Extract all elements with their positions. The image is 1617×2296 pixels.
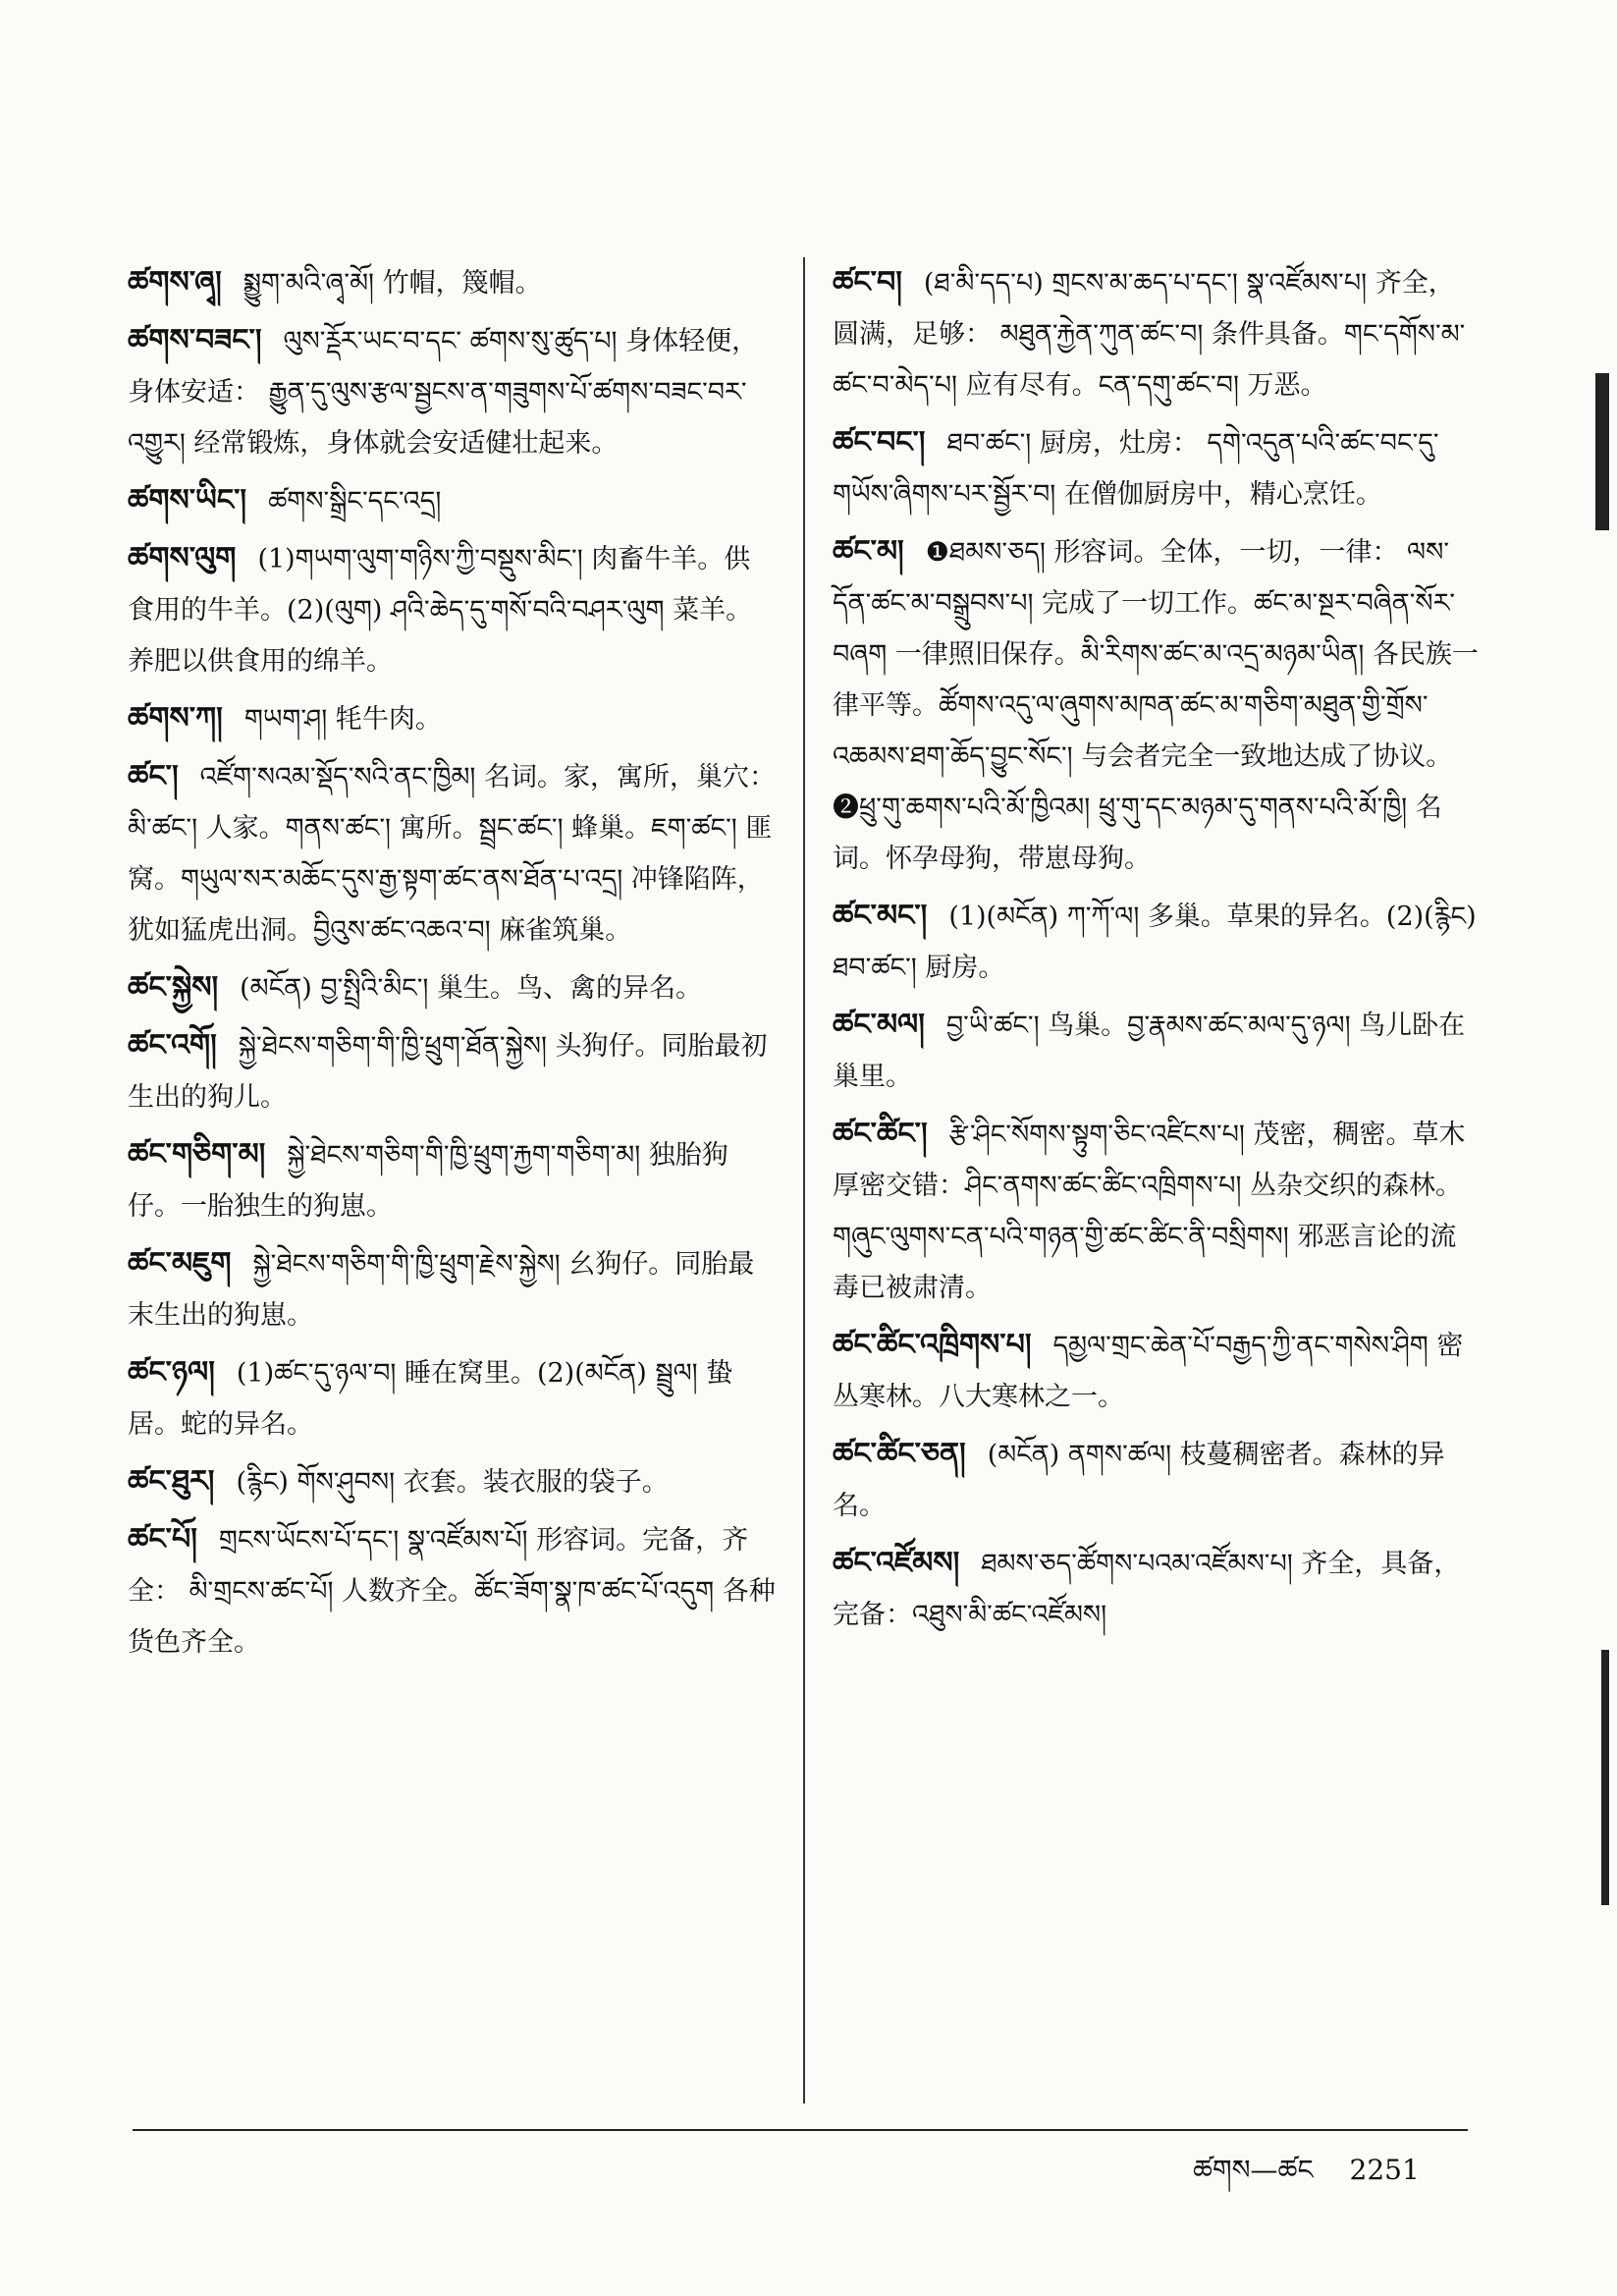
dictionary-entry bbox=[833, 891, 1481, 994]
headword: ཚང་ཐུར། bbox=[128, 1464, 215, 1499]
headword: ཚང་འཛོམས། bbox=[833, 1546, 960, 1580]
footer-rule bbox=[133, 2129, 1468, 2131]
headword: ཚང་སྐྱེས། bbox=[128, 970, 219, 1005]
definition: སྐྱེ་ཐེངས་གཅིག་གི་ཁྱི་ཕྲུག་རྗེས་སྐྱེས། 幺狗仔。同胎最末生出的狗崽。 bbox=[128, 1249, 755, 1331]
headword: ཚང་ཉལ། bbox=[128, 1355, 215, 1390]
definition: ལུས་ཪྡོར་ཡང་བ་དང་ ཚགས་སུ་ཚུད་པ། 身体轻便，身体安适： རྒྱུན་དུ་ལུས་རྩལ་སྦྱངས་ན་གཟུགས་པོ་ཚགས་བཟང་བར་འགྱུར། 经常锻炼，身体就会安适健壮起来。 bbox=[128, 326, 759, 459]
headword: ཚང་བང་། bbox=[833, 425, 926, 460]
dictionary-entry bbox=[128, 315, 776, 469]
definition: རྩི་ཤིང་སོགས་སྟུག་ཅིང་འཛིངས་པ། 茂密，稠密。草木厚密交错：ཤིང་ནགས་ཚང་ཚིང་འཁྲིགས་པ། 丛杂交织的森林。གཞུང་ལུགས་ངན་པའི་གཉན་གྱི་ཚང་ཚིང་ནི་བསྲིགས། 邪恶言论的流毒已被肃清。 bbox=[833, 1120, 1466, 1303]
definition: (1)གཡག་ལུག་གཉིས་ཀྱི་བསྡུས་མིང་། 肉畜牛羊。供食用的牛羊。(2)(ལུག) ཤའི་ཆེད་དུ་གསོ་བའི་བཤར་ལུག 菜羊。养肥以供食用的绵羊。 bbox=[128, 544, 753, 677]
left-column bbox=[128, 257, 776, 1674]
headword: ཚང་མ། bbox=[833, 534, 904, 569]
dictionary-entry bbox=[833, 1538, 1481, 1641]
dictionary-entry bbox=[128, 962, 776, 1014]
definition: ཚགས་སྒྲིང་དང་འདྲ། bbox=[268, 486, 442, 517]
headword: ཚགས་ལུག bbox=[128, 541, 237, 575]
page-number: 2251 bbox=[1349, 2154, 1420, 2186]
dictionary-entry bbox=[128, 693, 776, 745]
dictionary-entry bbox=[128, 1514, 776, 1668]
running-head: ཚགས—ཚང bbox=[1193, 2154, 1314, 2186]
definition: དམྱལ་གྲང་ཆེན་པོ་བརྒྱད་ཀྱི་ནང་གསེས་ཤིག 密丛寒林。八大寒林之一。 bbox=[833, 1331, 1464, 1412]
definition: སྐྱེ་ཐེངས་གཅིག་གི་ཁྱི་ཕྲུག་རྐྱག་གཅིག་མ། 独胎狗仔。一胎独生的狗崽。 bbox=[128, 1140, 728, 1222]
dictionary-entry bbox=[833, 257, 1481, 411]
headword: ཚང་འགོ། bbox=[128, 1028, 217, 1063]
headword: ཚང་མང་། bbox=[833, 899, 928, 933]
dictionary-entry bbox=[128, 1347, 776, 1450]
headword: ཚང་མལ། bbox=[833, 1008, 925, 1042]
definition: (མངོན) ནགས་ཚལ། 枝蔓稠密者。森林的异名。 bbox=[833, 1440, 1445, 1521]
definition: སྐྱེ་ཐེངས་གཅིག་གི་ཁྱི་ཕྲུག་ཐོན་སྐྱེས། 头狗仔。同胎最初生出的狗儿。 bbox=[128, 1031, 768, 1113]
definition: ཐམས་ཅད་ཚོགས་པའམ་འཛོམས་པ། 齐全，具备， 完备：འཐུས་མི་ཚང་འཛོམས། bbox=[833, 1549, 1461, 1630]
scan-margin-marks bbox=[1588, 39, 1617, 2278]
dictionary-entry bbox=[833, 1109, 1481, 1314]
page-footer bbox=[1193, 2139, 1420, 2216]
headword: ཚང་། bbox=[128, 759, 179, 793]
headword: ཚང་བ། bbox=[833, 265, 902, 300]
headword: ཚང་པོ། bbox=[128, 1522, 197, 1557]
dictionary-entry bbox=[128, 1238, 776, 1341]
dictionary-entry bbox=[128, 751, 776, 957]
dictionary-entry bbox=[128, 475, 776, 527]
headword: ཚང་ཚིང་ཅན། bbox=[833, 1437, 966, 1471]
dictionary-entry bbox=[833, 1429, 1481, 1532]
definition: གྲངས་ཡོངས་པོ་དང་། སྣ་འཛོམས་པོ། 形容词。完备，齐全： མི་གྲངས་ཚང་པོ། 人数齐全。ཚོང་ཟོག་སྣ་ཁ་ཚང་པོ་འདུག 各种货色齐全。 bbox=[128, 1525, 776, 1658]
headword: ཚང་ཚིང་འཁྲིགས་པ། bbox=[833, 1328, 1032, 1362]
headword: ཚགས་ཀ། bbox=[128, 701, 223, 736]
dictionary-entry bbox=[128, 1456, 776, 1508]
definition: བྱ་ཡི་ཚང་། 鸟巢。བྱ་རྣམས་ཚང་མལ་དུ་ཉལ། 鸟儿卧在巢里。 bbox=[833, 1011, 1466, 1092]
dictionary-entry bbox=[833, 1000, 1481, 1103]
definition: (ཐ་མི་དད་པ) གྲངས་མ་ཆད་པ་དང་། སྣ་འཛོམས་པ། 齐全，圆满，足够： མཐུན་རྐྱེན་ཀུན་ཚང་བ། 条件具备。གང་དགོས་མ་ཚང་བ་མེད་པ། 应有尽有。ངན་དགུ་ཚང་བ། 万恶。 bbox=[833, 268, 1466, 401]
dictionary-entry bbox=[128, 1020, 776, 1123]
definition: འཛོག་སའམ་སྡོད་སའི་ནང་ཁྱིམ། 名词。家，寓所，巢穴： མི་ཚང་། 人家。གནས་ཚང་། 寓所。སྦྲང་ཚང་། 蜂巢。ཇག་ཚང་། 匪窝。གཡུལ་སར་མཆོང་དུས་རྒྱ་སྟག་ཚང་ནས་ཐོན་པ་འདྲ། 冲锋陷阵，犹如猛虎出洞。བྱིའུས་ཚང་འཆའ་བ། 麻雀筑巢。 bbox=[128, 762, 776, 946]
dictionary-entry bbox=[128, 533, 776, 687]
headword: ཚང་གཅིག་མ། bbox=[128, 1137, 266, 1172]
definition: ཐབ་ཚང་། 厨房，灶房： དགེ་འདུན་པའི་ཚང་བང་དུ་གཡོས་ཞིགས་པར་སྦྱོར་བ། 在僧伽厨房中，精心烹饪。 bbox=[833, 428, 1439, 510]
right-column bbox=[833, 257, 1481, 1647]
definition: (མངོན) བྱ་སྤྲིའི་མིང་། 巢生。鸟、禽的异名。 bbox=[240, 973, 702, 1004]
definition: (1)ཚང་དུ་ཉལ་བ། 睡在窝里。(2)(མངོན) སྦྲུལ། 蛰居。蛇的异名。 bbox=[128, 1358, 733, 1440]
definition: ❶ཐམས་ཅད། 形容词。全体，一切，一律： ལས་དོན་ཚང་མ་བསྒྲུབས་པ། 完成了一切工作。ཚང་མ་སྔར་བཞིན་སོར་བཞག 一律照旧保存。མི་རིགས་ཚང་མ་འདྲ་མཉམ་ཡིན། 各民族一律平等。ཚོགས་འདུ་ལ་ཞུགས་མཁན་ཚང་མ་གཅིག་མཐུན་གྱི་གྲོས་འཆམས་ཐག་ཆོད་བྱུང་སོང་། 与会者完全一致地达成了协议。❷ཕྲུ་གུ་ཆགས་པའི་མོ་ཁྱིའམ། ཕྲུ་གུ་དང་མཉམ་དུ་གནས་པའི་མོ་ཁྱི། 名词。怀孕母狗，带崽母狗。 bbox=[833, 537, 1479, 874]
dictionary-entry bbox=[128, 1129, 776, 1232]
headword: ཚགས་ཡིང་། bbox=[128, 483, 247, 518]
definition: སྨྱུག་མའི་ཞྭ་མོ། 竹帽，篾帽。 bbox=[243, 268, 542, 299]
headword: ཚང་ཚིང་། bbox=[833, 1117, 928, 1151]
dictionary-entry bbox=[128, 257, 776, 309]
dictionary-entry bbox=[833, 526, 1481, 885]
dictionary-entry bbox=[833, 417, 1481, 520]
headword: ཚགས་བཟང་། bbox=[128, 323, 262, 357]
dictionary-entry bbox=[833, 1320, 1481, 1423]
column-divider bbox=[803, 257, 805, 2104]
headword: ཚགས་ཞྭ། bbox=[128, 265, 222, 300]
definition: (རྙིང) གོས་ཤུབས། 衣套。装衣服的袋子。 bbox=[236, 1467, 669, 1498]
definition: གཡག་ཤ། 牦牛肉。 bbox=[243, 704, 442, 735]
definition: (1)(མངོན) ཀ་ཀོ་ལ། 多巢。草果的异名。(2)(རྙིང) ཐབ་ཚང་། 厨房。 bbox=[833, 902, 1477, 983]
headword: ཚང་མཇུག bbox=[128, 1246, 232, 1281]
